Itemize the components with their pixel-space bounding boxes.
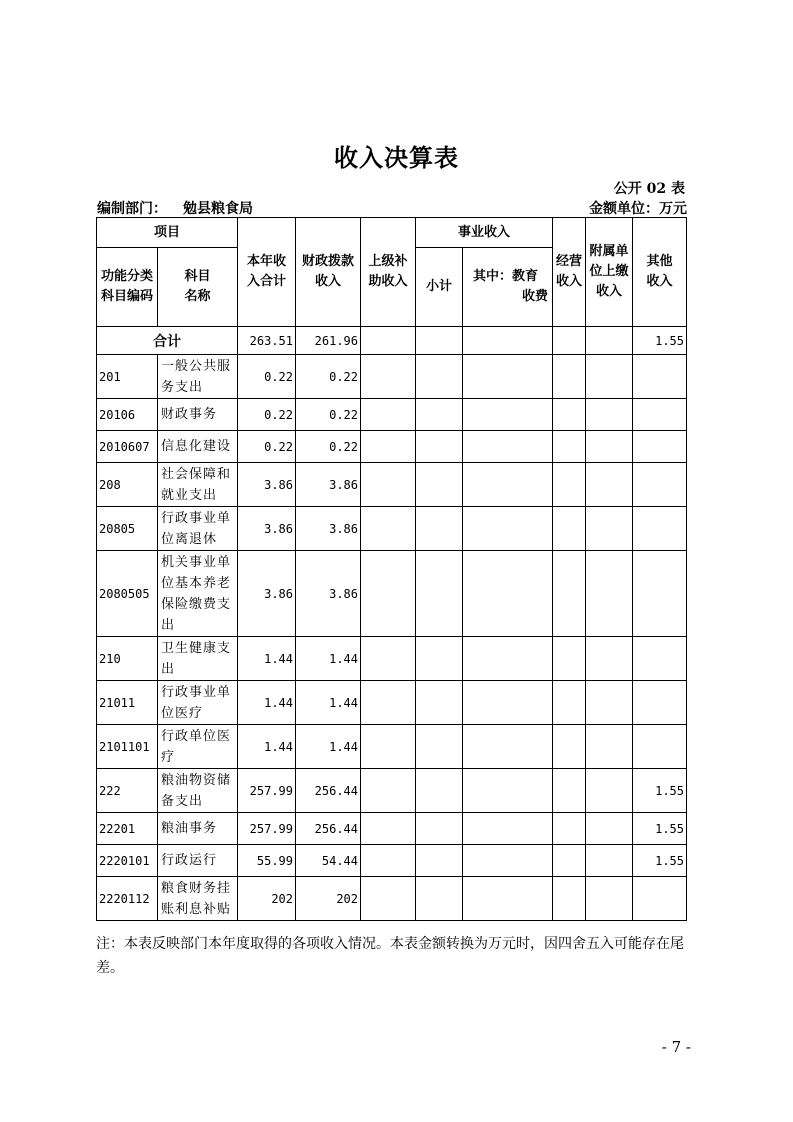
subject-code: 2101101 bbox=[97, 725, 158, 769]
fiscal-cell: 202 bbox=[296, 877, 361, 921]
operating-cell bbox=[553, 769, 586, 813]
education-cell bbox=[463, 681, 553, 725]
operating-cell bbox=[553, 431, 586, 463]
total-income-cell: 3.86 bbox=[238, 463, 296, 507]
subject-code: 2220101 bbox=[97, 845, 158, 877]
other-cell bbox=[633, 399, 687, 431]
education-cell bbox=[463, 507, 553, 551]
subject-code: 21011 bbox=[97, 681, 158, 725]
operating-cell bbox=[553, 877, 586, 921]
subtotal-cell bbox=[416, 813, 463, 845]
subtotal-cell bbox=[416, 725, 463, 769]
header-func-code: 功能分类 科目编码 bbox=[97, 248, 158, 327]
table-row bbox=[97, 551, 687, 637]
total-income-cell: 257.99 bbox=[238, 813, 296, 845]
table-row bbox=[97, 463, 687, 507]
total-income-cell: 55.99 bbox=[238, 845, 296, 877]
superior-cell bbox=[361, 463, 416, 507]
total-row bbox=[97, 327, 687, 355]
other-cell bbox=[633, 507, 687, 551]
fiscal-cell: 0.22 bbox=[296, 431, 361, 463]
subtotal-cell bbox=[416, 463, 463, 507]
subject-name: 财政事务 bbox=[158, 399, 238, 431]
education-cell bbox=[463, 845, 553, 877]
other-cell: 1.55 bbox=[633, 813, 687, 845]
superior-cell bbox=[361, 813, 416, 845]
education-cell bbox=[463, 551, 553, 637]
total-income-cell: 3.86 bbox=[238, 507, 296, 551]
fiscal-cell: 0.22 bbox=[296, 399, 361, 431]
subject-code: 222 bbox=[97, 769, 158, 813]
header-item: 项目 bbox=[97, 218, 238, 248]
superior-cell bbox=[361, 877, 416, 921]
subject-code: 208 bbox=[97, 463, 158, 507]
subject-name: 粮油物资储备支出 bbox=[158, 769, 238, 813]
total-income-cell: 1.44 bbox=[238, 681, 296, 725]
subject-code: 20805 bbox=[97, 507, 158, 551]
superior-cell bbox=[361, 355, 416, 399]
total-income-cell: 0.22 bbox=[238, 355, 296, 399]
department-line bbox=[97, 198, 253, 218]
superior-cell bbox=[361, 681, 416, 725]
fiscal-cell: 1.44 bbox=[296, 681, 361, 725]
superior-cell bbox=[361, 399, 416, 431]
total-income-value: 263.51 bbox=[238, 327, 296, 355]
other-cell bbox=[633, 877, 687, 921]
operating-cell bbox=[553, 507, 586, 551]
header-subtotal: 小计 bbox=[416, 248, 463, 327]
fiscal-cell: 0.22 bbox=[296, 355, 361, 399]
affiliated-cell bbox=[586, 355, 633, 399]
other-cell bbox=[633, 355, 687, 399]
operating-cell bbox=[553, 681, 586, 725]
subject-name: 行政事业单位医疗 bbox=[158, 681, 238, 725]
other-cell bbox=[633, 681, 687, 725]
subject-code: 2220112 bbox=[97, 877, 158, 921]
education-cell bbox=[463, 463, 553, 507]
header-operating: 经营 收入 bbox=[553, 218, 586, 327]
subtotal-cell bbox=[416, 845, 463, 877]
other-cell bbox=[633, 637, 687, 681]
subtotal-cell bbox=[416, 355, 463, 399]
fiscal-cell: 3.86 bbox=[296, 463, 361, 507]
table-row bbox=[97, 507, 687, 551]
income-table bbox=[96, 217, 687, 921]
affiliated-cell bbox=[586, 877, 633, 921]
subject-code: 2080505 bbox=[97, 551, 158, 637]
table-row bbox=[97, 681, 687, 725]
affiliated-cell bbox=[586, 399, 633, 431]
subtotal-cell bbox=[416, 877, 463, 921]
total-income-cell: 3.86 bbox=[238, 551, 296, 637]
subject-code: 210 bbox=[97, 637, 158, 681]
education-cell bbox=[463, 769, 553, 813]
subject-code: 201 bbox=[97, 355, 158, 399]
table-row bbox=[97, 399, 687, 431]
total-income-cell: 0.22 bbox=[238, 431, 296, 463]
affiliated-cell bbox=[586, 845, 633, 877]
affiliated-cell bbox=[586, 507, 633, 551]
subtotal-cell bbox=[416, 507, 463, 551]
total-income-cell: 0.22 bbox=[238, 399, 296, 431]
subject-name: 卫生健康支出 bbox=[158, 637, 238, 681]
fiscal-cell: 256.44 bbox=[296, 769, 361, 813]
superior-cell bbox=[361, 431, 416, 463]
subject-code: 20106 bbox=[97, 399, 158, 431]
affiliated-cell bbox=[586, 431, 633, 463]
subject-name: 一般公共服务支出 bbox=[158, 355, 238, 399]
table-row bbox=[97, 355, 687, 399]
page-number: - 7 - bbox=[661, 1038, 691, 1056]
subject-name: 行政单位医疗 bbox=[158, 725, 238, 769]
table-row bbox=[97, 845, 687, 877]
other-cell: 1.55 bbox=[633, 845, 687, 877]
header-fiscal: 财政拨款 收入 bbox=[296, 218, 361, 327]
fiscal-cell: 3.86 bbox=[296, 507, 361, 551]
fiscal-cell: 1.44 bbox=[296, 637, 361, 681]
form-number: 公开 02 表 bbox=[613, 181, 685, 197]
affiliated-cell bbox=[586, 681, 633, 725]
header-business: 事业收入 bbox=[416, 218, 553, 248]
subject-name: 信息化建设 bbox=[158, 431, 238, 463]
education-cell bbox=[463, 399, 553, 431]
fiscal-cell: 256.44 bbox=[296, 813, 361, 845]
operating-cell bbox=[553, 355, 586, 399]
fiscal-cell: 1.44 bbox=[296, 725, 361, 769]
subtotal-cell bbox=[416, 551, 463, 637]
education-cell bbox=[463, 637, 553, 681]
total-income-cell: 257.99 bbox=[238, 769, 296, 813]
superior-cell bbox=[361, 769, 416, 813]
superior-cell bbox=[361, 725, 416, 769]
total-fiscal-value: 261.96 bbox=[296, 327, 361, 355]
operating-cell bbox=[553, 551, 586, 637]
other-cell bbox=[633, 463, 687, 507]
superior-cell bbox=[361, 507, 416, 551]
subject-name: 粮油事务 bbox=[158, 813, 238, 845]
affiliated-cell bbox=[586, 637, 633, 681]
header-subject-name: 科目 名称 bbox=[158, 248, 238, 327]
education-cell bbox=[463, 877, 553, 921]
other-cell: 1.55 bbox=[633, 769, 687, 813]
subtotal-cell bbox=[416, 637, 463, 681]
total-income-cell: 1.44 bbox=[238, 725, 296, 769]
subject-code: 22201 bbox=[97, 813, 158, 845]
subject-name: 粮食财务挂账利息补贴 bbox=[158, 877, 238, 921]
education-cell bbox=[463, 813, 553, 845]
fiscal-cell: 54.44 bbox=[296, 845, 361, 877]
department-label: 编制部门： bbox=[97, 201, 167, 217]
operating-cell bbox=[553, 463, 586, 507]
affiliated-cell bbox=[586, 551, 633, 637]
subtotal-cell bbox=[416, 431, 463, 463]
operating-cell bbox=[553, 725, 586, 769]
operating-cell bbox=[553, 813, 586, 845]
table-row bbox=[97, 637, 687, 681]
subject-name: 行政运行 bbox=[158, 845, 238, 877]
table-row bbox=[97, 725, 687, 769]
superior-cell bbox=[361, 845, 416, 877]
page-title: 收入决算表 bbox=[334, 143, 459, 172]
affiliated-cell bbox=[586, 725, 633, 769]
other-cell bbox=[633, 551, 687, 637]
table-row bbox=[97, 813, 687, 845]
header-other: 其他 收入 bbox=[633, 218, 687, 327]
education-cell bbox=[463, 725, 553, 769]
subject-code: 2010607 bbox=[97, 431, 158, 463]
affiliated-cell bbox=[586, 463, 633, 507]
table-row bbox=[97, 877, 687, 921]
total-income-cell: 202 bbox=[238, 877, 296, 921]
other-cell bbox=[633, 431, 687, 463]
table-row bbox=[97, 769, 687, 813]
superior-cell bbox=[361, 637, 416, 681]
operating-cell bbox=[553, 399, 586, 431]
total-other-value: 1.55 bbox=[633, 327, 687, 355]
education-cell bbox=[463, 431, 553, 463]
fiscal-cell: 3.86 bbox=[296, 551, 361, 637]
total-label: 合计 bbox=[97, 327, 238, 355]
affiliated-cell bbox=[586, 813, 633, 845]
header-total-income: 本年收 入合计 bbox=[238, 218, 296, 327]
subtotal-cell bbox=[416, 399, 463, 431]
subject-name: 机关事业单位基本养老保险缴费支出 bbox=[158, 551, 238, 637]
table-row bbox=[97, 431, 687, 463]
subject-name: 行政事业单位离退休 bbox=[158, 507, 238, 551]
amount-unit: 金额单位：万元 bbox=[589, 201, 687, 217]
total-income-cell: 1.44 bbox=[238, 637, 296, 681]
header-superior: 上级补 助收入 bbox=[361, 218, 416, 327]
subject-name: 社会保障和就业支出 bbox=[158, 463, 238, 507]
header-education: 其中：教育 收费 bbox=[463, 248, 553, 327]
operating-cell bbox=[553, 845, 586, 877]
subtotal-cell bbox=[416, 681, 463, 725]
education-cell bbox=[463, 355, 553, 399]
subtotal-cell bbox=[416, 769, 463, 813]
other-cell bbox=[633, 725, 687, 769]
department-name: 勉县粮食局 bbox=[183, 201, 253, 217]
superior-cell bbox=[361, 551, 416, 637]
affiliated-cell bbox=[586, 769, 633, 813]
table-note: 注：本表反映部门本年度取得的各项收入情况。本表金额转换为万元时，因四舍五入可能存在尾差。 bbox=[96, 936, 684, 976]
operating-cell bbox=[553, 637, 586, 681]
header-affiliated: 附属单 位上缴 收入 bbox=[586, 218, 633, 327]
